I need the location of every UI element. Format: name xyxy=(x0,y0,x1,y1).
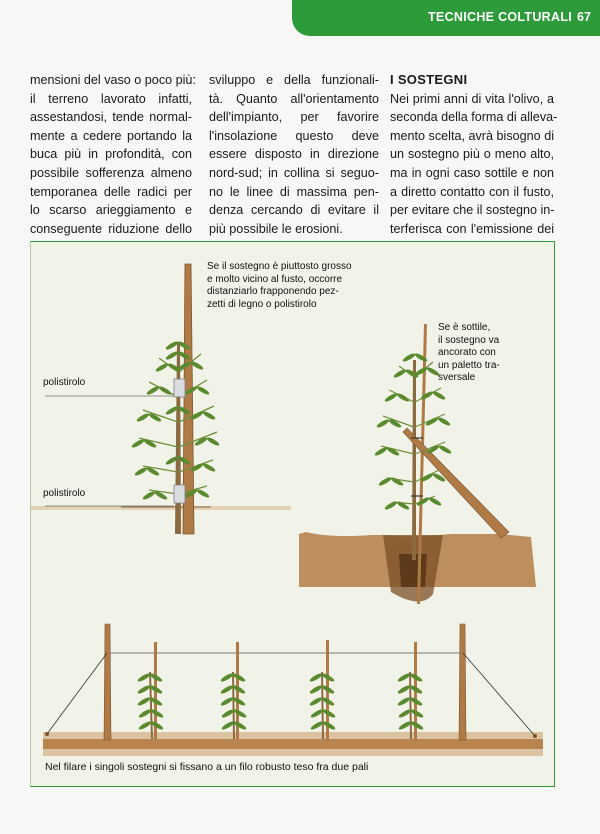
illustration-box xyxy=(30,241,555,787)
text-line: ma in ogni caso sottile e non xyxy=(390,165,554,180)
row-with-wire xyxy=(43,624,543,756)
text-line: possibile sofferenza almeno xyxy=(30,165,192,180)
text-line: temporanea delle radici per xyxy=(30,184,192,199)
text-line: tà. Quanto all'orientamento xyxy=(209,91,379,106)
young-plant xyxy=(397,642,424,740)
text-line: più possibile le erosioni. xyxy=(209,221,343,236)
young-plant xyxy=(220,642,247,740)
text-line: mente a cedere portando la xyxy=(30,128,192,143)
text-line: mento scelta, avrà bisogno di xyxy=(390,128,554,143)
text-line: il terreno lavorato infatti, xyxy=(30,91,192,106)
text-line: dell'impianto, per favorire xyxy=(209,110,379,125)
end-post xyxy=(459,624,466,740)
text-column-3 xyxy=(390,71,558,238)
young-plant xyxy=(137,642,164,740)
section-heading: I SOSTEGNI xyxy=(390,72,468,87)
text-line: nord-sud; in collina si seguo- xyxy=(209,165,379,180)
text-line: per evitare che il sostegno in- xyxy=(390,203,555,218)
section-title: TECNICHE COLTURALI xyxy=(428,10,573,24)
text-line: seconda della forma di alleva- xyxy=(390,110,558,125)
page-number: 67 xyxy=(577,10,591,24)
text-line: essere disposto in direzione xyxy=(209,147,379,162)
polystyrene-spacer xyxy=(174,379,185,397)
text-line: no le linee di massima pen- xyxy=(209,184,379,199)
text-line: assestandosi, tende normal- xyxy=(30,110,192,125)
text-line: denza cercando di evitare il xyxy=(209,203,379,218)
text-column-1 xyxy=(30,71,196,238)
end-post xyxy=(104,624,111,740)
young-plant xyxy=(309,640,336,740)
label-polistirolo-top: polistirolo xyxy=(43,377,86,388)
plant-thin-support xyxy=(299,324,536,604)
text-column-2 xyxy=(209,71,379,238)
text-line: conseguente riduzione dello xyxy=(30,221,192,236)
text-line: mensioni del vaso o poco più: xyxy=(30,73,196,87)
text-line: un sostegno più o meno alto, xyxy=(390,147,554,162)
transverse-stake xyxy=(403,428,509,538)
text-line: terferisca con l'emissione dei xyxy=(390,221,554,236)
text-line: a diretto contatto con il fusto, xyxy=(390,184,554,199)
label-polistirolo-bottom: polistirolo xyxy=(43,488,86,499)
text-line: buca più in profondità, con xyxy=(30,147,192,162)
text-line: Nei primi anni di vita l'olivo, a xyxy=(390,91,554,106)
trunk xyxy=(412,360,416,560)
text-line: l'insolazione questo deve xyxy=(209,128,379,143)
note-thick-support: Se il sostegno è piuttosto grosso e molto vicino al fusto, occorre distanziarlo frapponendo pez- zetti di legno o polistirolo xyxy=(207,261,352,310)
text-line: sviluppo e della funzionali- xyxy=(209,73,379,87)
note-thin-support: Se è sottile, il sostegno va ancorato con un paletto tra- sversale xyxy=(438,322,500,383)
polystyrene-spacer xyxy=(174,485,185,503)
figure-caption: Nel filare i singoli sostegni si fissano a un filo robusto teso fra due pali xyxy=(45,761,369,773)
text-line: lo scarso arieggiamento e xyxy=(30,203,192,218)
